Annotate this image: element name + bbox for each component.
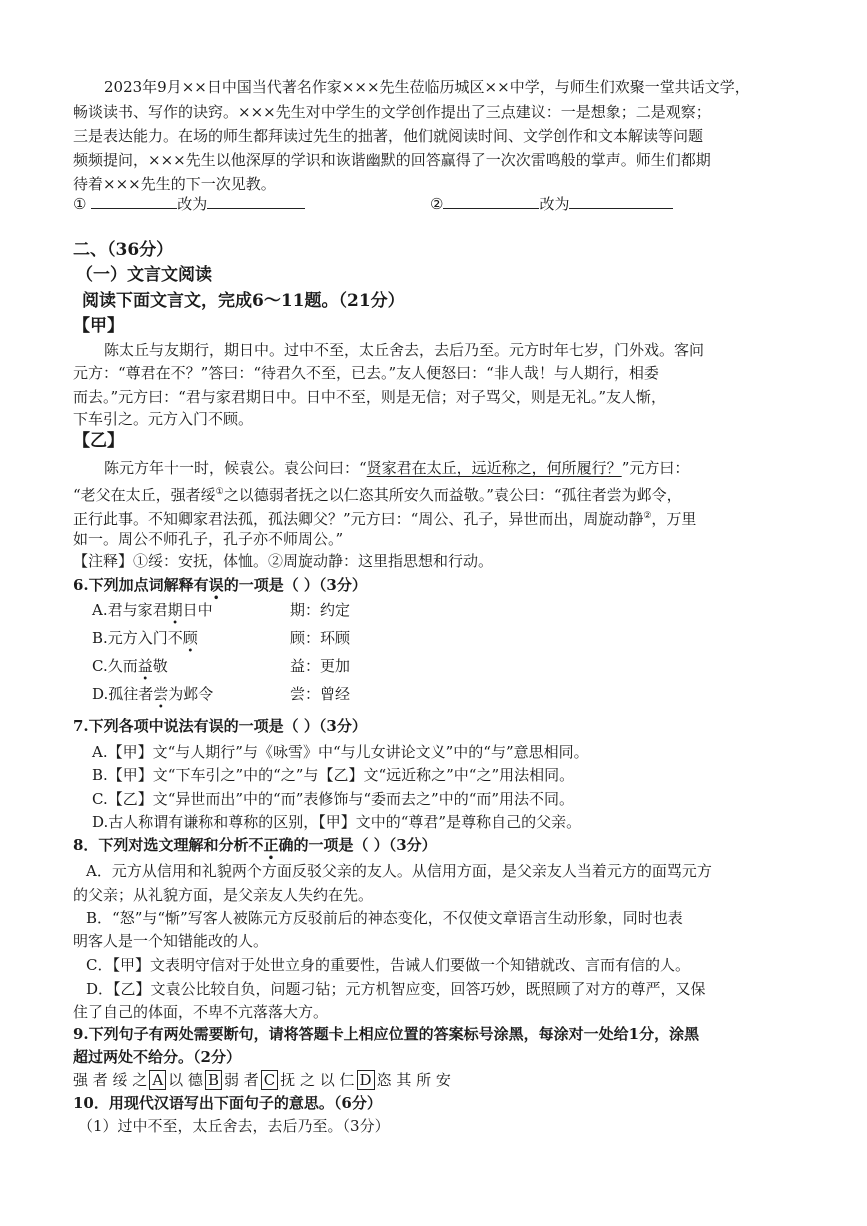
fix-row-2 (430, 192, 673, 215)
section2-instruction: 阅读下面文言文，完成6～11题。（21分） (82, 291, 405, 311)
q9-stem-line-2: 超过两处不给分。（2分） (73, 1048, 241, 1066)
intro-line-2: 畅谈读书、写作的诀窍。×××先生对中学生的文学创作提出了三点建议：一是想象；二是观察； (73, 103, 711, 121)
fix1-blank-after[interactable] (207, 192, 305, 209)
q7-option-c[interactable]: C.【乙】文“异世而出”中的“而”表修饰与“委而去之”中的“而”用法不同。 (92, 790, 575, 808)
fix-row-1 (73, 192, 305, 215)
q6-a-post: 日中 (182, 601, 213, 619)
q8-stem-end: 的一项是（ ）（3分） (293, 836, 437, 854)
q7-option-b[interactable]: B.【甲】文“下车引之”中的“之”与【乙】文“远近称之”中“之”用法相同。 (92, 766, 575, 784)
q8-option-b-line-1[interactable]: B．“怒”与“惭”写客人被陈元方反驳前后的神态变化，不仅使文章语言生动形象，同时也表 (86, 909, 683, 927)
fix2-blank-before[interactable] (443, 192, 539, 209)
intro-line-3: 三是表达能力。在场的师生都拜读过先生的拙著，他们就阅读时间、文学创作和文本解读等问题 (73, 127, 704, 145)
q9-choice-d[interactable]: D (357, 1070, 375, 1090)
intro-line-4: 频频提问，×××先生以他深厚的学识和诙谐幽默的回答赢得了一次次雷鸣般的掌声。师生们都期 (73, 151, 711, 169)
q6-c-post: 敬 (152, 657, 168, 675)
q7-option-d[interactable]: D.古人称谓有谦称和尊称的区别，【甲】文中的“尊君”是尊称自己的父亲。 (92, 813, 582, 831)
q6-d-dotted: 尝 (153, 685, 169, 703)
yi-line-2-start: “老父在太丘，强者绥 (73, 486, 216, 504)
jia-line-4: 下车引之。元方入门不顾。 (73, 410, 254, 428)
q6-d-pre: D.孤往者 (92, 685, 154, 703)
q6-stem-end: 的一项是（ ）（3分） (223, 576, 367, 594)
q6-stem (73, 574, 367, 596)
yi-underlined-question: 贤家君在太丘，远近称之，何所履行？ (366, 459, 622, 477)
q6-d-post: 为邺令 (168, 685, 214, 703)
yi-line-1-start: 陈元方年十一时，候袁公。袁公问曰：“ (104, 459, 367, 477)
q8-option-a-line-1[interactable]: A．元方从信用和礼貌两个方面反驳父亲的友人。从信用方面，是父亲友人当着元方的面骂元方 (86, 862, 712, 880)
q9-seg-3: 弱 者 (223, 1071, 259, 1089)
jia-line-3: 而去。”元方曰：“君与家君期日中。日中不至，则是无信；对子骂父，则是无礼。”友人惭， (73, 388, 667, 406)
q9-seg-5: 恣 其 所 安 (376, 1071, 451, 1089)
q8-option-d-line-1[interactable]: D．【乙】文袁公比较自负，问题刁钻；元方机智应变，回答巧妙，既照顾了对方的尊严，又保 (86, 980, 706, 998)
q6-a-dotted: 期 (167, 601, 183, 619)
q8-option-d-line-2: 住了自己的体面，不卑不亢落落大方。 (73, 1003, 329, 1021)
fix2-blank-after[interactable] (569, 192, 673, 209)
q6-d-explanation: 尝：曾经 (290, 685, 351, 703)
intro-line-1: 2023年9月××日中国当代著名作家×××先生莅临历城区××中学，与师生们欢聚一堂共话文学， (104, 78, 750, 96)
yi-line-1 (104, 457, 689, 479)
intro-line-5: 待着×××先生的下一次见教。 (73, 175, 276, 193)
section2-title: 二、（36分） (73, 240, 174, 260)
q8-option-b-line-2: 明客人是一个知错能改的人。 (73, 932, 269, 950)
q6-c-explanation: 益：更加 (290, 657, 351, 675)
note-marker-2: ② (643, 511, 652, 521)
q8-option-a-line-2: 的父亲；从礼貌方面，是父亲友人失约在先。 (73, 886, 374, 904)
q8-stem-start: 8．下列对选文理解和分析 (73, 836, 249, 854)
jia-line-2: 元方：“尊君在不？”答曰：“待君久不至，已去。”友人便怒曰：“非人哉！与人期行，相委 (73, 364, 659, 382)
yi-label: 【乙】 (73, 431, 124, 451)
q6-a-pre: A.君与家君 (92, 601, 168, 619)
yi-line-4: 如一。周公不师孔子，孔子亦不师周公。” (73, 530, 344, 548)
yi-line-3-start: 正行此事。不知卿家君法孤，孤法卿父？”元方曰：“周公、孔子，异世而出，周旋动静 (73, 510, 644, 528)
q9-choice-b[interactable]: B (205, 1070, 222, 1090)
section2-subtitle: （一）文言文阅读 (76, 265, 212, 285)
q6-b-pre: B.元方入门不 (92, 629, 183, 647)
q6-b-explanation: 顾：环顾 (290, 629, 351, 647)
note-marker-1: ① (215, 487, 224, 497)
q7-option-a[interactable]: A.【甲】文“与人期行”与《咏雪》中“与儿女讲论文义”中的“与”意思相同。 (92, 743, 589, 761)
q6-dotted-word: 误 (208, 576, 224, 594)
q6-option-c[interactable] (92, 655, 168, 677)
yi-line-1-end: ”元方曰： (621, 459, 690, 477)
q6-b-dotted: 顾 (182, 629, 198, 647)
q6-option-b[interactable] (92, 627, 198, 649)
q8-dotted-words: 不正确 (248, 836, 294, 854)
q7-stem: 7.下列各项中说法有误的一项是（ ）（3分） (73, 717, 367, 735)
q6-c-dotted: 益 (137, 657, 153, 675)
jia-label: 【甲】 (73, 316, 124, 336)
q6-stem-start: 6.下列加点词解释有 (73, 576, 209, 594)
fix1-blank-before[interactable] (91, 192, 177, 209)
q6-c-pre: C.久而 (92, 657, 138, 675)
q9-sentence (73, 1069, 451, 1091)
yi-line-2-end: 之以德弱者抚之以仁恣其所安久而益敬。”袁公曰：“孤往者尝为邺令， (223, 486, 682, 504)
fix2-mid-label: 改为 (539, 195, 570, 213)
jia-line-1: 陈太丘与友期行，期日中。过中不至，太丘舍去，去后乃至。元方时年七岁，门外戏。客问 (104, 341, 705, 359)
q9-stem-line-1: 9.下列句子有两处需要断句，请将答题卡上相应位置的答案标号涂黑，每涂对一处给1分，涂黑 (73, 1025, 700, 1043)
fix2-number: ② (430, 195, 444, 213)
q9-choice-c[interactable]: C (261, 1070, 278, 1090)
yi-line-3-end: ，万里 (651, 510, 697, 528)
q10-stem: 10．用现代汉语写出下面句子的意思。（6分） (73, 1094, 382, 1112)
q9-seg-2: 以 德 (168, 1071, 203, 1089)
annotation-note: 【注释】①绥：安抚，体恤。②周旋动静：这里指思想和行动。 (73, 552, 494, 570)
q10-subquestion-1: （1）过中不至，太丘舍去，去后乃至。（3分） (78, 1117, 390, 1135)
yi-line-3 (73, 505, 696, 530)
q9-seg-4: 抚 之 以 仁 (280, 1071, 355, 1089)
q6-option-a[interactable] (92, 599, 213, 621)
q8-stem (73, 834, 437, 856)
q9-seg-1: 强 者 绥 之 (73, 1071, 148, 1089)
fix1-number: ① (73, 195, 87, 213)
q6-option-d[interactable] (92, 683, 213, 705)
q9-choice-a[interactable]: A (149, 1070, 166, 1090)
q6-a-explanation: 期：约定 (290, 601, 351, 619)
q8-option-c[interactable]: C．【甲】文表明守信对于处世立身的重要性，告诫人们要做一个知错就改、言而有信的人。 (86, 956, 690, 974)
fix1-mid-label: 改为 (177, 195, 208, 213)
yi-line-2 (73, 481, 682, 506)
